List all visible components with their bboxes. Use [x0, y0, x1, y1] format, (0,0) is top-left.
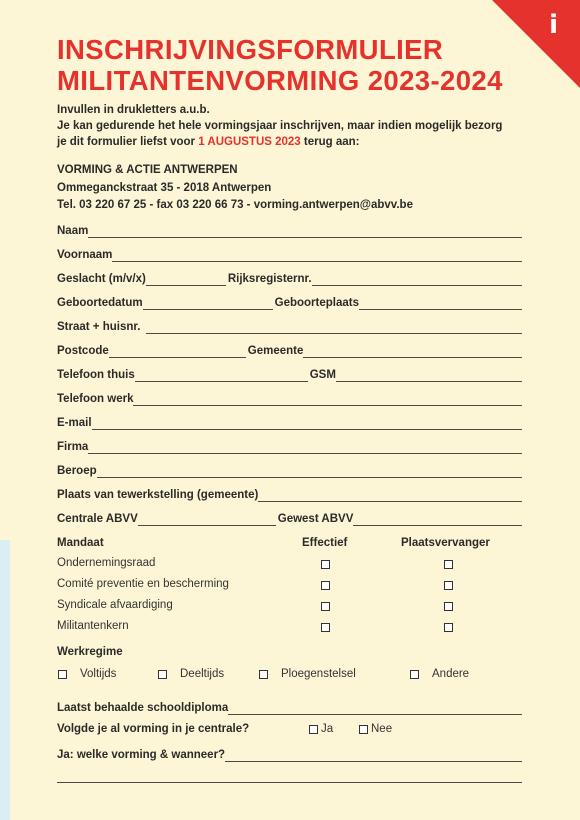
- org-name: VORMING & ACTIE ANTWERPEN: [57, 164, 238, 176]
- werkregime-voltijds[interactable]: Voltijds: [58, 668, 116, 680]
- effectief-checkbox-4[interactable]: [321, 623, 330, 632]
- nee-checkbox[interactable]: [359, 725, 368, 734]
- geboorteplaats-input[interactable]: [359, 295, 522, 310]
- form-title: [57, 34, 503, 96]
- rijksregister-label: Rijksregisternr.: [227, 273, 312, 285]
- plaatsvervanger-checkbox-4[interactable]: [444, 623, 453, 632]
- beroep-label: Beroep: [57, 465, 97, 477]
- deadline-date: 1 AUGUSTUS 2023: [198, 136, 301, 148]
- welke-vorming-label: Ja: welke vorming & wanneer?: [57, 749, 226, 761]
- geslacht-rijksregister-row: [57, 268, 522, 286]
- beroep-input[interactable]: [97, 463, 522, 478]
- effectief-checkbox-2[interactable]: [321, 581, 330, 590]
- telefoon-werk-input[interactable]: [133, 391, 522, 406]
- telefoon-werk-field[interactable]: [57, 388, 522, 406]
- postcode-gemeente-row: [57, 340, 522, 358]
- werkregime-header: Werkregime: [57, 646, 123, 658]
- org-contact: Tel. 03 220 67 25 - fax 03 220 66 73 - vorming.antwerpen@abvv.be: [57, 199, 413, 211]
- voornaam-label: Voornaam: [57, 249, 113, 261]
- straat-label: Straat + huisnr.: [57, 321, 141, 333]
- title-line-2: MILITANTENVORMING 2023-2024: [57, 65, 503, 96]
- telefoon-thuis-input[interactable]: [135, 367, 308, 382]
- werkregime-ploegenstelsel[interactable]: Ploegenstelsel: [259, 668, 356, 680]
- telefoon-gsm-row: [57, 364, 522, 382]
- naam-input[interactable]: [88, 223, 522, 238]
- mandaat-row-militantenkern: Militantenkern: [57, 620, 129, 632]
- andere-checkbox[interactable]: [410, 670, 419, 679]
- ja-checkbox[interactable]: [309, 725, 318, 734]
- tewerkstelling-field[interactable]: [57, 484, 522, 502]
- diploma-input[interactable]: [228, 700, 522, 715]
- email-field[interactable]: [57, 412, 522, 430]
- mandaat-row-syndicale: Syndicale afvaardiging: [57, 599, 173, 611]
- info-icon: i: [549, 10, 558, 40]
- naam-label: Naam: [57, 225, 89, 237]
- rijksregister-input[interactable]: [312, 271, 522, 286]
- firma-field[interactable]: [57, 436, 522, 454]
- geboortedatum-label: Geboortedatum: [57, 297, 143, 309]
- voltijds-checkbox[interactable]: [58, 670, 67, 679]
- diploma-field[interactable]: [57, 697, 522, 715]
- tewerkstelling-input[interactable]: [258, 487, 522, 502]
- email-label: E-mail: [57, 417, 92, 429]
- intro-line-1: Invullen in drukletters a.u.b.: [57, 104, 210, 116]
- plaatsvervanger-checkbox-3[interactable]: [444, 602, 453, 611]
- tewerkstelling-label: Plaats van tewerkstelling (gemeente): [57, 489, 259, 501]
- email-input[interactable]: [92, 415, 522, 430]
- geboortedatum-input[interactable]: [143, 295, 273, 310]
- organisation-block: [57, 162, 413, 215]
- mandaat-row-comite: Comité preventie en bescherming: [57, 578, 229, 590]
- geslacht-input[interactable]: [146, 271, 226, 286]
- intro-text: [57, 102, 537, 150]
- postcode-input[interactable]: [109, 343, 246, 358]
- org-address: Ommeganckstraat 35 - 2018 Antwerpen: [57, 181, 272, 194]
- intro-line-3: je dit formulier liefst voor 1 AUGUSTUS 2023 terug aan:: [57, 136, 360, 148]
- postcode-label: Postcode: [57, 345, 109, 357]
- title-line-1: INSCHRIJVINGSFORMULIER: [57, 34, 444, 65]
- plaatsvervanger-checkbox-2[interactable]: [444, 581, 453, 590]
- effectief-checkbox-1[interactable]: [321, 560, 330, 569]
- gsm-input[interactable]: [336, 367, 522, 382]
- diploma-label: Laatst behaalde schooldiploma: [57, 702, 229, 714]
- firma-label: Firma: [57, 441, 89, 453]
- left-decorative-strip: [0, 540, 10, 820]
- gemeente-input[interactable]: [303, 343, 522, 358]
- centrale-gewest-row: [57, 508, 522, 526]
- plaatsvervanger-header: Plaatsvervanger: [401, 537, 490, 549]
- mandaat-header: Mandaat: [57, 537, 104, 549]
- vorming-question: Volgde je al vorming in je centrale?: [57, 723, 250, 735]
- deeltijds-checkbox[interactable]: [158, 670, 167, 679]
- info-corner-tab: [492, 0, 580, 88]
- gewest-label: Gewest ABVV: [277, 513, 354, 525]
- centrale-input[interactable]: [138, 511, 276, 526]
- telefoon-werk-label: Telefoon werk: [57, 393, 134, 405]
- werkregime-andere[interactable]: Andere: [410, 668, 469, 680]
- intro-line-2: Je kan gedurende het hele vormingsjaar inschrijven, maar indien mogelijk bezorg: [57, 120, 503, 132]
- gewest-input[interactable]: [353, 511, 522, 526]
- gsm-label: GSM: [309, 369, 336, 381]
- voornaam-field[interactable]: [57, 244, 522, 262]
- mandaat-row-ondernemingsraad: Ondernemingsraad: [57, 557, 156, 569]
- straat-field[interactable]: [57, 316, 522, 334]
- plaatsvervanger-checkbox-1[interactable]: [444, 560, 453, 569]
- welke-vorming-input[interactable]: [225, 747, 522, 762]
- telefoon-thuis-label: Telefoon thuis: [57, 369, 135, 381]
- geslacht-label: Geslacht (m/v/x): [57, 273, 146, 285]
- centrale-label: Centrale ABVV: [57, 513, 138, 525]
- werkregime-deeltijds[interactable]: Deeltijds: [158, 668, 224, 680]
- effectief-header: Effectief: [302, 537, 348, 549]
- geboorte-row: [57, 292, 522, 310]
- gemeente-label: Gemeente: [247, 345, 304, 357]
- firma-input[interactable]: [88, 439, 522, 454]
- geboorteplaats-label: Geboorteplaats: [274, 297, 359, 309]
- voornaam-input[interactable]: [112, 247, 522, 262]
- straat-input[interactable]: [146, 319, 522, 334]
- effectief-checkbox-3[interactable]: [321, 602, 330, 611]
- ploegenstelsel-checkbox[interactable]: [259, 670, 268, 679]
- vorming-ja-option[interactable]: Ja: [309, 723, 333, 735]
- extra-answer-line[interactable]: [57, 782, 522, 783]
- vorming-nee-option[interactable]: Nee: [359, 723, 392, 735]
- beroep-field[interactable]: [57, 460, 522, 478]
- welke-vorming-field[interactable]: [57, 744, 522, 762]
- naam-field[interactable]: [57, 220, 522, 238]
